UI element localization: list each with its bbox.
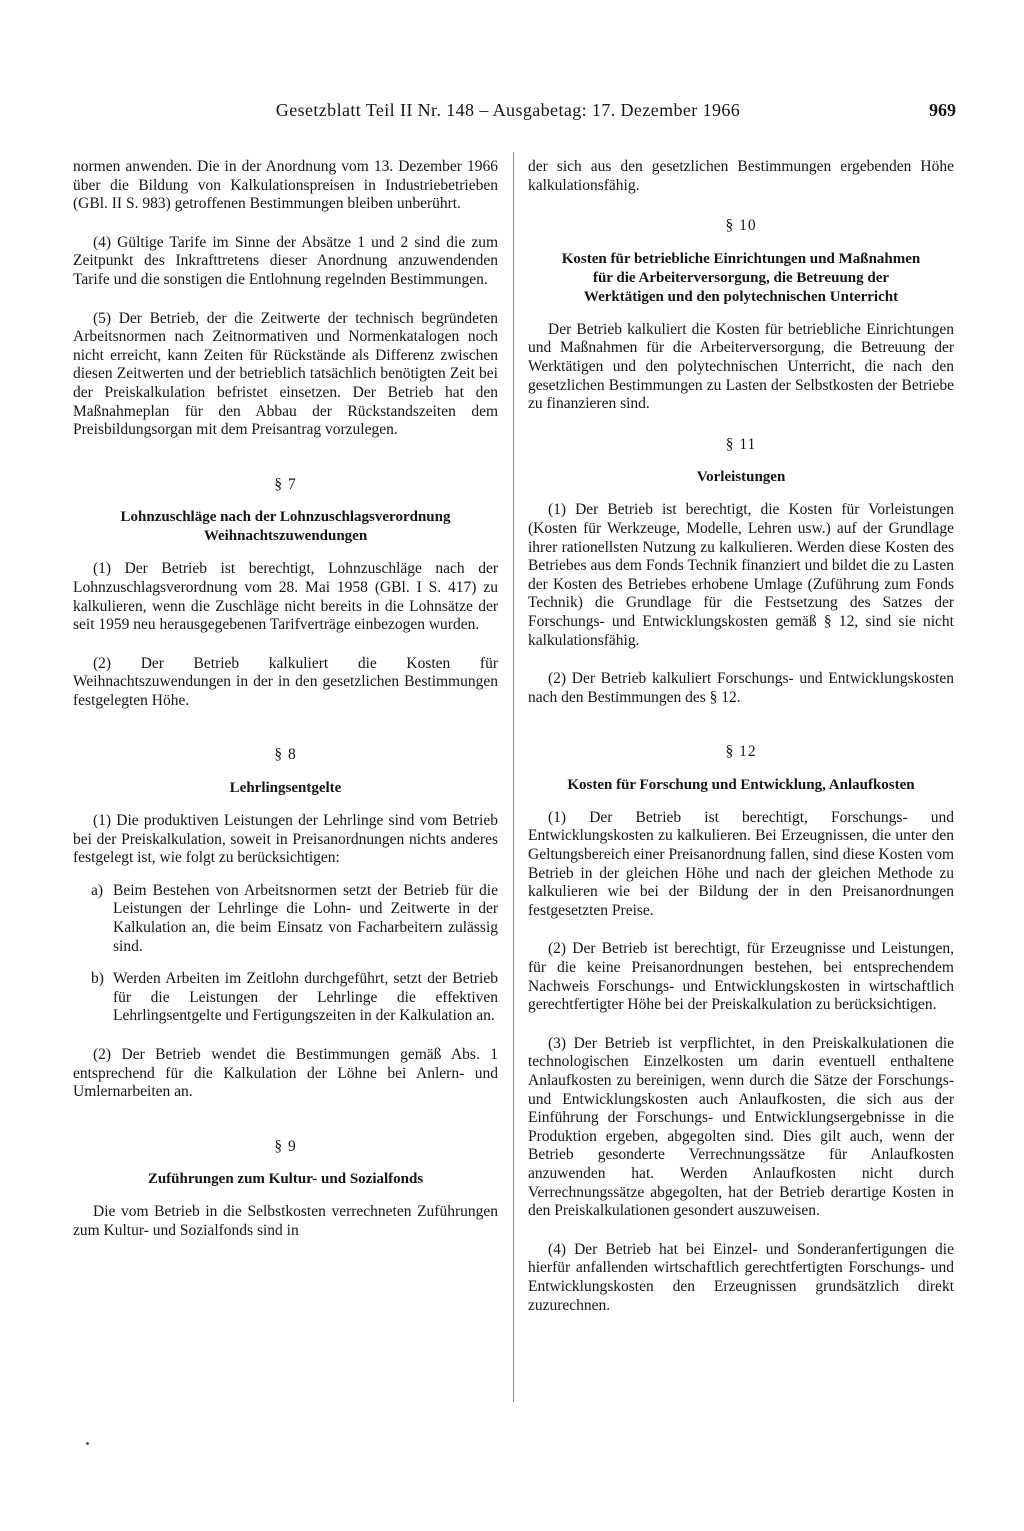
section-10-title-line-3: Werktätigen und den polytechnischen Unterricht — [583, 288, 899, 305]
section-12-paragraph-1: (1) Der Betrieb ist berechtigt, Forschungs- und Entwicklungskosten zu kalkulieren. Bei Erzeugnissen, die unter den Geltungsbereich einer Preisanordnung fallen, sind diese Kosten vom Betrieb in der gleichen Höhe und nach der gleichen Methode zu kalkulieren wie bei der Bildung der in den Preisanordnungen festgesetzten Preise. — [528, 808, 954, 919]
section-7-number: § 7 — [274, 475, 297, 493]
section-10-number: § 10 — [725, 217, 757, 235]
section-8-paragraph-2: (2) Der Betrieb wendet die Bestimmungen gemäß Abs. 1 entsprechend für die Kalkulation der Löhne bei Anlern- und Umlernarbeiten an. — [73, 1046, 498, 1101]
paragraph-5: (5) Der Betrieb, der die Zeitwerte der technisch begründeten Arbeitsnormen nach Zeitnormativen und Normenkatalogen noch nicht erreicht, kann Zeiten für Rückstände als Differenz zwischen diesen Zeitwerten und der betrieblich tatsächlich benötigten Zeit bei der Preiskalkulation befristet einsetzen. Der Betrieb hat den Maßnahmeplan für den Abbau der Rückstandszeiten dem Preisbildungsorgan mit dem Preisantrag vorzulegen. — [73, 309, 498, 439]
paragraph-continuation-right: der sich aus den gesetzlichen Bestimmungen ergebenden Höhe kalkulationsfähig. — [528, 158, 954, 194]
section-9-paragraph-1: Die vom Betrieb in die Selbstkosten verrechneten Zuführungen zum Kultur- und Sozialfonds sind in — [73, 1203, 498, 1239]
list-item-b — [73, 970, 498, 1026]
section-12-paragraph-3: (3) Der Betrieb ist verpflichtet, in den Preiskalkulationen die technologischen Einzelkosten um darin eventuell enthaltene Anlaufkosten zu bereinigen, wenn durch die Sätze der Forschungs- und Entwicklungskosten auch Anlaufkosten, die sich aus der Einführung der Forschungs- und Entwicklungsergebnisse in die Produktion ergeben, abgegolten sind. Dies gilt auch, wenn der Betrieb gesonderte Verrechnungssätze für Anlaufkosten anzuwenden hat. Werden Anlaufkosten nicht durch Verrechnungssätze abgegolten, hat der Betrieb derartige Kosten in den Preiskalkulationen gesondert auszuweisen. — [528, 1034, 954, 1220]
section-8-number: § 8 — [274, 746, 297, 764]
list-marker-a: a) — [91, 881, 104, 899]
page-number: 969 — [929, 100, 956, 120]
section-7-paragraph-2: (2) Der Betrieb kalkuliert die Kosten für Weihnachtszuwendungen in der in den gesetzlichen Bestimmungen festgelegten Höhe. — [73, 654, 498, 709]
page-header — [60, 100, 956, 124]
right-column — [528, 158, 954, 1315]
section-11-title: Vorleistungen — [696, 469, 786, 486]
list-text-b: Werden Arbeiten im Zeitlohn durchgeführt, setzt der Betrieb für die Leistungen der Lehrlinge die effektiven Lehrlingsentgelte und Fertigungszeiten in der Kalkulation an. — [113, 970, 498, 1025]
section-11-paragraph-1: (1) Der Betrieb ist berechtigt, die Kosten für Vorleistungen (Kosten für Werkzeuge, Modelle, Lehren usw.) auf der Grundlage ihrer rationellsten Nutzung zu kalkulieren. Werden diese Kosten des Betriebes aus dem Fonds Technik finanziert und bildet die zu Lasten der Kosten des Betriebes erhobene Umlage (Zuführung zum Fonds Technik) die Grundlage für die Festsetzung des Satzes der Forschungs- und Entwicklungskosten gemäß § 12, sind sie nicht kalkulationsfähig. — [528, 501, 954, 649]
section-10-paragraph-1: Der Betrieb kalkuliert die Kosten für betriebliche Einrichtungen und Maßnahmen für die Arbeiterversorgung, die Betreuung der Werktätigen und den polytechnischen Unterricht, die nach den gesetzlichen Bestimmungen zu Lasten der Selbstkosten der Betriebe zu finanzieren sind. — [528, 320, 954, 413]
section-9-number: § 9 — [274, 1137, 297, 1155]
ink-speck — [86, 1442, 89, 1445]
section-7-title — [73, 508, 498, 546]
section-12-paragraph-4: (4) Der Betrieb hat bei Einzel- und Sonderanfertigungen die hierfür anfallenden wirtschaftlich gerechtfertigten Forschungs- und Entwicklungskosten den Erzeugnissen grundsätzlich direkt zuzurechnen. — [528, 1240, 954, 1314]
list-marker-b: b) — [91, 970, 104, 988]
section-9-title: Zuführungen zum Kultur- und Sozialfonds — [147, 1171, 424, 1188]
section-11-number: § 11 — [725, 435, 757, 453]
section-8-paragraph-1: (1) Die produktiven Leistungen der Lehrlinge sind vom Betrieb bei der Preiskalkulation, soweit in Preisanordnungen nichts anderes festgelegt ist, wie folgt zu berücksichtigen: — [73, 812, 498, 867]
section-7-title-line-2: Weihnachtszuwendungen — [203, 528, 368, 545]
left-column — [73, 158, 498, 1241]
section-8-title: Lehrlingsentgelte — [229, 780, 342, 797]
section-10-title-line-2: für die Arbeiterversorgung, die Betreuung der — [592, 269, 890, 286]
section-7-paragraph-1: (1) Der Betrieb ist berechtigt, Lohnzuschläge nach der Lohnzuschlagsverordnung vom 28. Mai 1958 (GBl. I S. 417) zu kalkulieren, wenn die Zuschläge nicht bereits in die Lohnsätze der seit 1959 neu herausgegebenen Tarifverträge einbezogen wurden. — [73, 560, 498, 634]
running-title: Gesetzblatt Teil II Nr. 148 – Ausgabetag: 17. Dezember 1966 — [275, 100, 741, 120]
list-text-a: Beim Bestehen von Arbeitsnormen setzt der Betrieb für die Leistungen der Lehrlinge die Lohn- und Zeitwerte in der Kalkulation an, die beim Einsatz von Facharbeitern zulässig sind. — [113, 881, 498, 955]
section-10-title-line-1: Kosten für betriebliche Einrichtungen und Maßnahmen — [561, 250, 921, 267]
paragraph-4: (4) Gültige Tarife im Sinne der Absätze 1 und 2 sind die zum Zeitpunkt des Inkrafttretens dieser Anordnung anzuwendenden Tarife und die sonstigen die Entlohnung regelnden Bestimmungen. — [73, 233, 498, 288]
section-10-title — [528, 250, 954, 307]
section-11-paragraph-2: (2) Der Betrieb kalkuliert Forschungs- und Entwicklungskosten nach den Bestimmungen des § 12. — [528, 670, 954, 706]
section-7-title-line-1: Lohnzuschläge nach der Lohnzuschlagsverordnung — [120, 509, 451, 526]
column-divider — [513, 152, 514, 1402]
section-12-number: § 12 — [725, 743, 757, 761]
list-item-a — [73, 882, 498, 956]
paragraph-continuation: normen anwenden. Die in der Anordnung vom 13. Dezember 1966 über die Bildung von Kalkulationspreisen in Industriebetrieben (GBl. II S. 983) getroffenen Bestimmungen bleiben unberührt. — [73, 158, 498, 213]
section-12-title: Kosten für Forschung und Entwicklung, Anlaufkosten — [567, 776, 915, 793]
section-12-paragraph-2: (2) Der Betrieb ist berechtigt, für Erzeugnisse und Leistungen, für die keine Preisanordnungen bestehen, bei entsprechendem Nachweis Forschungs- und Entwicklungskosten in wirtschaftlich gerechtfertigter Höhe bei der Preiskalkulation zu berücksichtigen. — [528, 940, 954, 1014]
